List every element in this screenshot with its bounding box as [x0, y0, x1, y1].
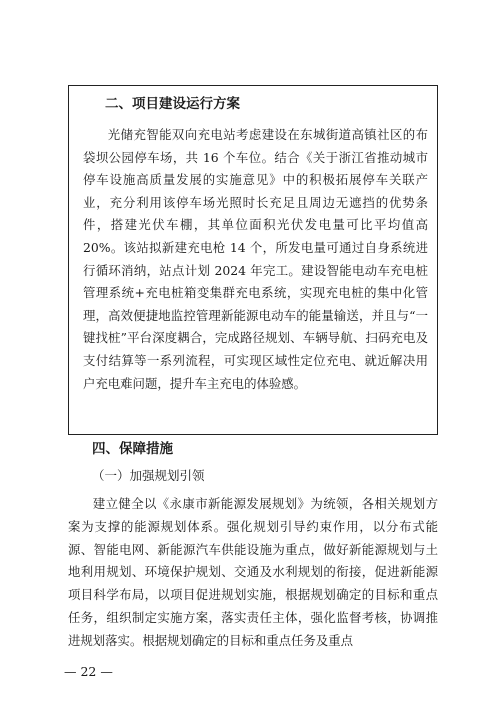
subsection-heading: （一）加强规划引领	[92, 468, 205, 483]
section-paragraph: 建立健全以《永康市新能源发展规划》为统领，各相关规划方案为支撑的能源规划体系。强化规划引导约束作用，以分布式能源、智能电网、新能源汽车供能设施为重点，做好新能源规划与土地利用规划、环境保护规划、交通及水利规划的衔接，促进新能源项目科学布局，以项目促进规划实施，根据规划确定的目标和重点任务，组织制定实施方案，落实责任主体，强化监督考核，协调推进规划落实。根据规划确定的目标和重点任务及重点	[68, 496, 438, 648]
box-heading: 二、项目建设运行方案	[105, 96, 240, 112]
page-number: — 22 —	[64, 664, 113, 679]
section-heading: 四、保障措施	[92, 441, 173, 457]
box-paragraph: 光储充智能双向充电站考虑建设在东城街道高镇社区的布袋坝公园停车场，共 16 个车位。结合《关于浙江省推动城市停车设施高质量发展的实施意见》中的积极拓展停车关联产业，充分利用该停车场光照时长充足且周边无遮挡的优势条件，搭建光伏车棚，其单位面积光伏发电量可比平均值高 20%。该站拟新建充电枪 14 个，所发电量可通过自身系统进行循环消纳，站点计划 2024 年完工。建设智能电动车充电桩管理系统+充电桩箱变集群充电系统，实现充电桩的集中化管理，高效便捷地监控管理新能源电动车的能量输送，并且与“一键找桩”平台深度耦合，完成路径规划、车辆导航、扫码充电及支付结算等一系列流程，可实现区域性定位充电、就近解决用户充电难问题，提升车主充电的体验感。	[83, 127, 428, 391]
project-plan-box	[68, 85, 438, 435]
